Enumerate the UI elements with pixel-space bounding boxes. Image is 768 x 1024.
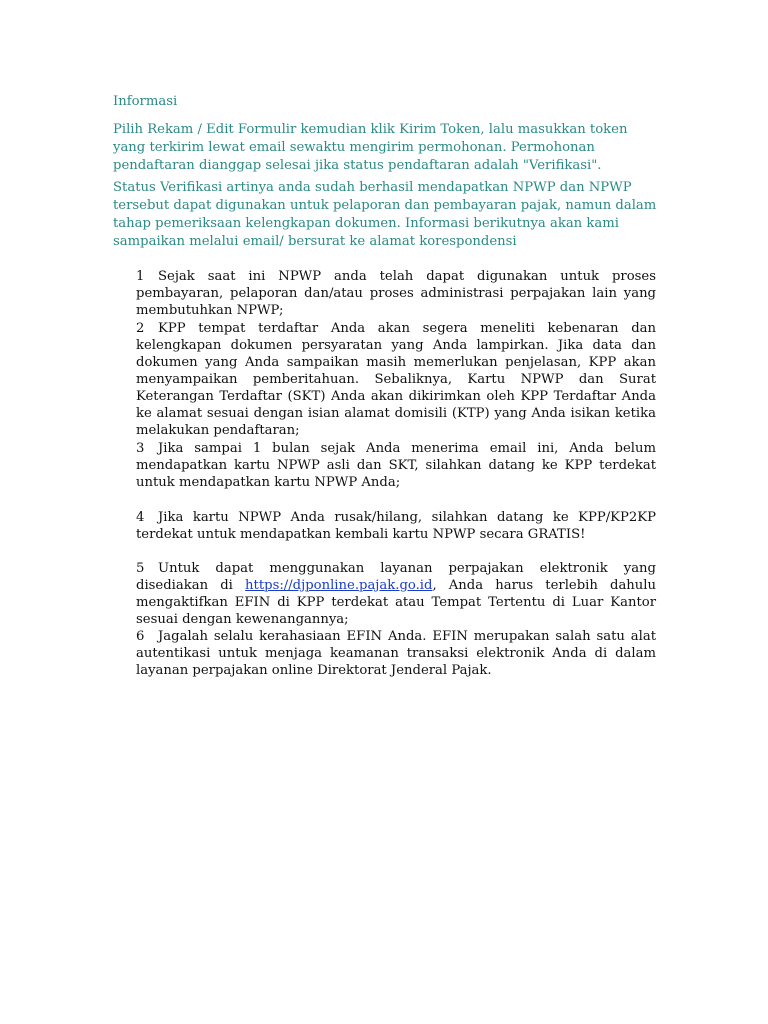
list-item-text-before-link: Untuk dapat menggunakan layanan perpajakan elektronik yang disediakan di bbox=[136, 561, 656, 593]
list-item-1 bbox=[136, 268, 656, 319]
list-item-2 bbox=[136, 320, 656, 439]
heading: Informasi bbox=[113, 94, 178, 109]
list-item-text-after-link: , Anda harus terlebih dahulu mengaktifkan EFIN di KPP terdekat atau Tempat Tertentu di Luar Kantor sesuai dengan kewenangannya; bbox=[136, 578, 656, 627]
list-item-number: 2 bbox=[136, 321, 145, 336]
list-item-number: 1 bbox=[136, 269, 145, 284]
list-item-5 bbox=[136, 560, 656, 628]
intro-paragraph-2: Status Verifikasi artinya anda sudah berhasil mendapatkan NPWP dan NPWP tersebut dapat digunakan untuk pelaporan dan pembayaran pajak, namun dalam tahap pemeriksaan kelengkapan dokumen. Informasi berikutnya akan kami sampaikan melalui email/ bersurat ke alamat korespondensi bbox=[113, 180, 657, 249]
list-item-4 bbox=[136, 509, 656, 543]
list-item-number: 4 bbox=[136, 510, 145, 525]
list-item-text: Jika kartu NPWP Anda rusak/hilang, silahkan datang ke KPP/KP2KP terdekat untuk mendapatkan kembali kartu NPWP secara GRATIS! bbox=[136, 510, 656, 542]
intro-paragraph-1: Pilih Rekam / Edit Formulir kemudian klik Kirim Token, lalu masukkan token yang terkirim lewat email sewaktu mengirim permohonan. Permohonan pendaftaran dianggap selesai jika status pendaftaran adalah "Verifikasi". bbox=[113, 122, 628, 173]
list-item-text: Jagalah selalu kerahasiaan EFIN Anda. EFIN merupakan salah satu alat autentikasi untuk menjaga keamanan transaksi elektronik Anda di dalam layanan perpajakan online Direktorat Jenderal Pajak. bbox=[136, 629, 656, 678]
list-item-3 bbox=[136, 440, 656, 491]
list-item-number: 3 bbox=[136, 441, 145, 456]
djponline-link[interactable]: https://djponline.pajak.go.id bbox=[245, 578, 433, 593]
list-item-number: 6 bbox=[136, 629, 145, 644]
list-item-text: Sejak saat ini NPWP anda telah dapat digunakan untuk proses pembayaran, pelaporan dan/atau proses administrasi perpajakan lain yang membutuhkan NPWP; bbox=[136, 269, 656, 318]
list-item-number: 5 bbox=[136, 561, 145, 576]
list-item-6 bbox=[136, 628, 656, 679]
list-item-text: Jika sampai 1 bulan sejak Anda menerima email ini, Anda belum mendapatkan kartu NPWP asli dan SKT, silahkan datang ke KPP terdekat untuk mendapatkan kartu NPWP Anda; bbox=[136, 441, 656, 490]
list-item-text: KPP tempat terdaftar Anda akan segera meneliti kebenaran dan kelengkapan dokumen persyaratan yang Anda lampirkan. Jika data dan dokumen yang Anda sampaikan masih memerlukan penjelasan, KPP akan menyampaikan pemberitahuan. Sebaliknya, Kartu NPWP dan Surat Keterangan Terdaftar (SKT) Anda akan dikirimkan oleh KPP Terdaftar Anda ke alamat sesuai dengan isian alamat domisili (KTP) yang Anda isikan ketika melakukan pendaftaran; bbox=[136, 321, 656, 438]
